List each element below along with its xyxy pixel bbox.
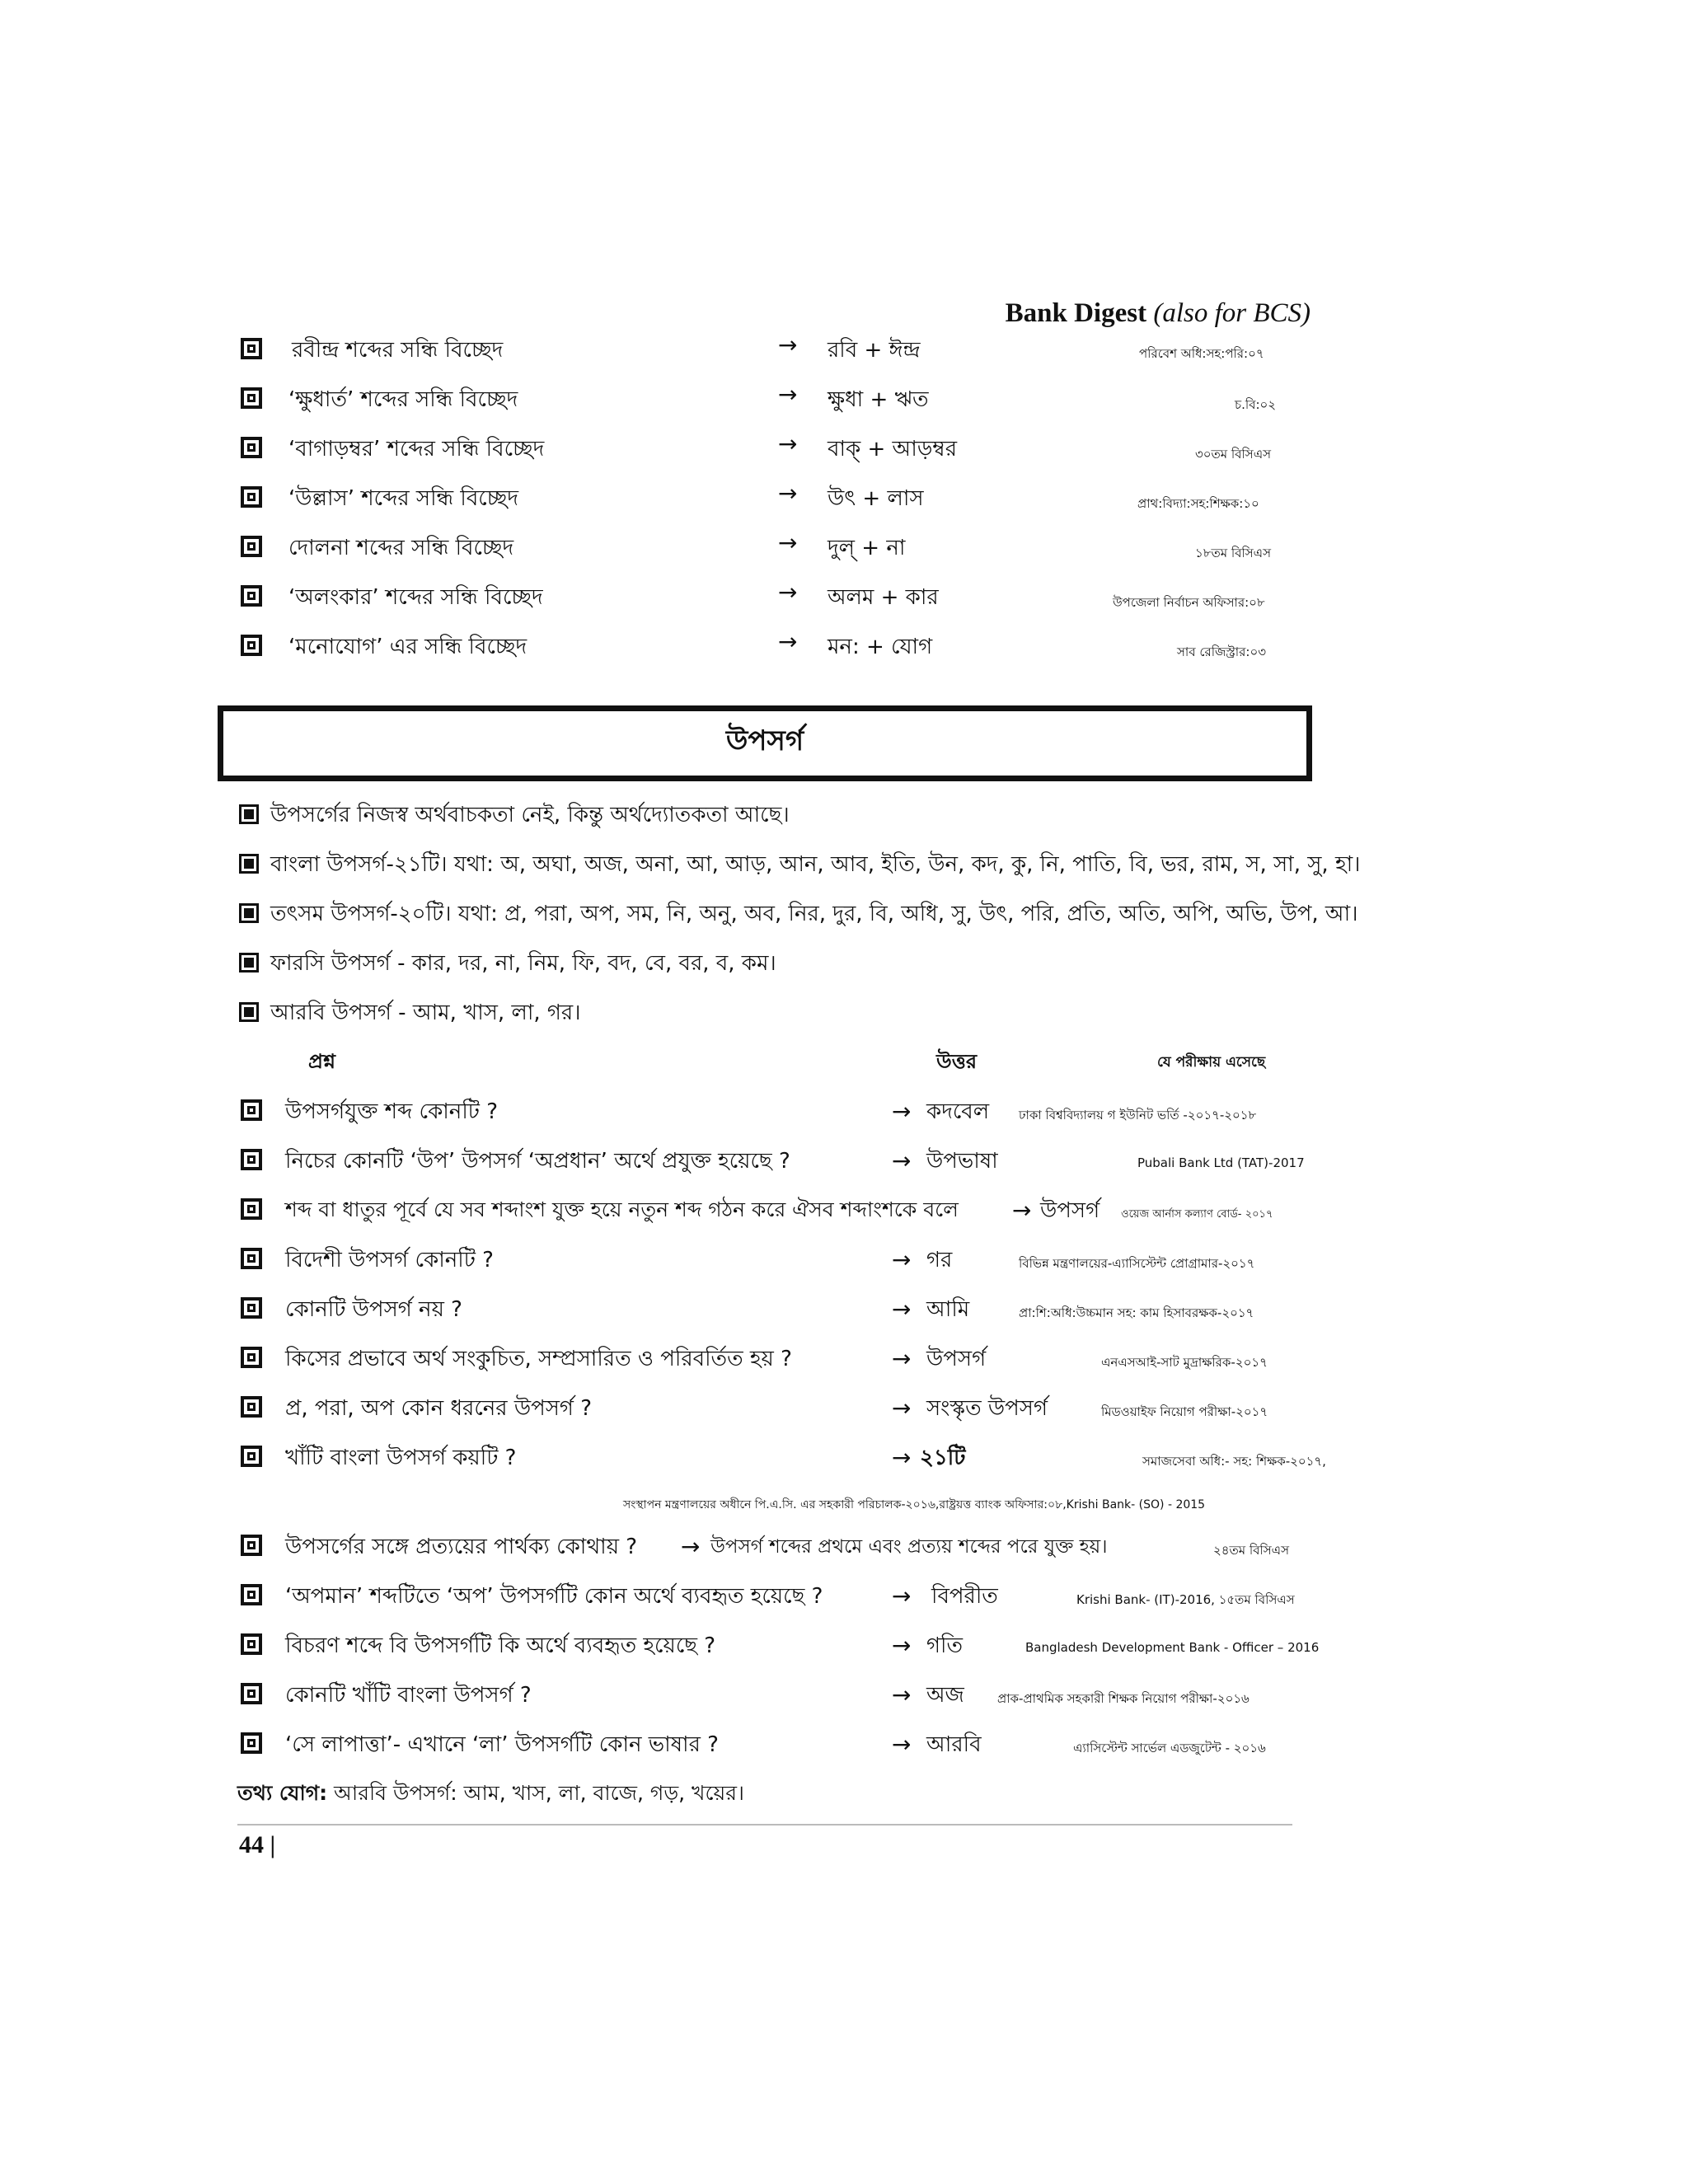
arrow-right-icon: → [892,1681,912,1708]
page-number: 44 | [239,1831,276,1858]
answer-text: বিপরীত [931,1584,998,1609]
question-text: শব্দ বা ধাতুর পূর্বে যে সব শব্দাংশ যুক্ত হয়ে নতুন শব্দ গঠন করে ঐসব শব্দাংশকে বলে [285,1197,959,1221]
info-text: আরবি উপসর্গ: আম, খাস, লা, বাজে, গড়, খয়ের। [327,1781,744,1805]
arrow-right-icon: → [778,430,798,457]
arrow-right-icon: → [778,628,798,655]
checkbox-square-icon [241,338,262,359]
question-text: ‘সে লাপাত্তা’- এখানে ‘লা’ উপসর্গটি কোন ভাষার ? [285,1732,719,1757]
extra-source-line: সংস্থাপন মন্ত্রণালয়ের অধীনে পি.এ.সি. এর সহকারী পরিচালক-২০১৬,রাষ্ট্রয়ত্ত ব্যাংক অফিসার:০৮,Krishi Bank- (SO) - 2015 [623,1498,1206,1511]
sandhi-question: রবীন্দ্র শব্দের সন্ধি বিচ্ছেদ [292,338,504,363]
info-label: তথ্য যোগ: [237,1781,328,1805]
answer-text: গতি [926,1633,963,1658]
arrow-right-icon: → [892,1345,912,1372]
answer-text: আমি [926,1297,970,1322]
fact-text: আরবি উপসর্গ - আম, খাস, লা, গর। [270,1001,581,1025]
arrow-right-icon: → [892,1098,912,1125]
running-header [1006,298,1311,329]
sandhi-question: ‘মনোযোগ’ এর সন্ধি বিচ্ছেদ [288,635,528,659]
sandhi-source: পরিবেশ অধি:সহ:পরি:০৭ [1139,346,1264,361]
answer-text: উপসর্গ [926,1347,987,1371]
checkbox-square-icon [241,1446,262,1467]
answer-column-header: উত্তর [936,1050,978,1073]
source-text: ২৪তম বিসিএস [1213,1543,1289,1558]
fact-text: উপসর্গের নিজস্ব অর্থবাচকতা নেই, কিন্তু অর্থদ্যোতকতা আছে। [270,803,790,827]
arrow-right-icon: → [778,331,798,359]
checkbox-square-icon [241,387,262,409]
sandhi-source: প্রাথ:বিদ্যা:সহ:শিক্ষক:১০ [1137,496,1259,511]
fact-text: তৎসম উপসর্গ-২০টি। যথা: প্র, পরা, অপ, সম, নি, অনু, অব, নির, দুর, বি, অধি, সু, উৎ, পরি, প্রতি, অতি, অপি, অভি, উপ, আ। [270,902,1358,926]
arrow-right-icon: → [892,1296,912,1323]
checkbox-square-icon [241,1535,262,1556]
question-column-header: প্রশ্ন [308,1050,336,1073]
arrow-right-icon: → [681,1533,701,1560]
arrow-right-icon: → [778,579,798,606]
fact-text: ফারসি উপসর্গ - কার, দর, না, নিম, ফি, বদ, বে, বর, ব, কম। [270,951,776,976]
checkbox-square-icon [241,1732,262,1754]
sandhi-answer: উৎ + লাস [828,486,924,511]
source-text: এনএসআই-সাট মুদ্রাক্ষরিক-২০১৭ [1101,1355,1268,1370]
fact-text: বাংলা উপসর্গ-২১টি। যথা: অ, অঘা, অজ, অনা, আ, আড়, আন, আব, ইতি, উন, কদ, কু, নি, পাতি, বি, ভর, রাম, স, সা, সু, হা। [270,852,1361,877]
answer-text: আরবি [926,1732,982,1757]
checkbox-square-icon [241,1683,262,1704]
sandhi-source: উপজেলা নির্বাচন অফিসার:০৮ [1113,595,1265,610]
arrow-right-icon: → [1012,1197,1032,1224]
sandhi-question: দোলনা শব্দের সন্ধি বিচ্ছেদ [288,536,514,560]
source-text: Krishi Bank- (IT)-2016, ১৫তম বিসিএস [1076,1592,1295,1607]
arrow-right-icon: → [892,1731,912,1758]
checkbox-square-icon [241,585,262,607]
arrow-right-icon: → [892,1246,912,1273]
source-column-header: যে পরীক্ষায় এসেছে [1157,1054,1266,1071]
answer-text: ২১টি [920,1446,966,1470]
answer-text: অজ [926,1683,964,1708]
sandhi-question: ‘ক্ষুধার্ত’ শব্দের সন্ধি বিচ্ছেদ [288,387,518,412]
header-also-for: (also for BCS) [1153,298,1311,328]
filled-square-icon [239,804,259,824]
source-text: মিডওয়াইফ নিয়োগ পরীক্ষা-২০১৭ [1101,1404,1268,1419]
question-text: নিচের কোনটি ‘উপ’ উপসর্গ ‘অপ্রধান’ অর্থে প্রযুক্ত হয়েছে ? [285,1149,790,1174]
checkbox-square-icon [241,437,262,458]
sandhi-source: ১৮তম বিসিএস [1195,546,1271,560]
checkbox-square-icon [241,1099,262,1121]
checkbox-square-icon [241,1198,262,1220]
section-title-box [218,705,1312,781]
sandhi-question: ‘উল্লাস’ শব্দের সন্ধি বিচ্ছেদ [288,486,519,511]
question-text: কোনটি উপসর্গ নয় ? [285,1297,462,1322]
checkbox-square-icon [241,1584,262,1605]
header-brand: Bank Digest [1005,298,1147,328]
question-text: বিদেশী উপসর্গ কোনটি ? [285,1248,494,1272]
source-text: ঢাকা বিশ্ববিদ্যালয় গ ইউনিট ভর্তি -২০১৭-২০১৮ [1019,1108,1257,1122]
info-line [237,1777,744,1812]
sandhi-answer: অলম + কার [828,585,939,610]
filled-square-icon [239,953,259,972]
source-text: এ্যাসিস্টেন্ট সার্ভেল এডজুটেন্ট - ২০১৬ [1073,1741,1266,1755]
answer-text: উপসর্গ [1040,1198,1100,1223]
sandhi-source: সাব রেজিস্ট্রার:০৩ [1177,644,1266,659]
answer-text: গর [926,1248,953,1272]
answer-text: উপভাষা [926,1149,998,1174]
arrow-right-icon: → [892,1582,912,1610]
question-text: উপসর্গযুক্ত শব্দ কোনটি ? [285,1099,498,1124]
section-title: উপসর্গ [725,724,804,757]
source-text: প্রা:শি:অধি:উচ্চমান সহ: কাম হিসাবরক্ষক-২০১৭ [1019,1305,1254,1320]
sandhi-question: ‘বাগাড়ম্বর’ শব্দের সন্ধি বিচ্ছেদ [288,437,545,462]
arrow-right-icon: → [892,1394,912,1422]
sandhi-answer: মন: + যোগ [828,635,933,659]
source-text: সমাজসেবা অধি:- সহ: শিক্ষক-২০১৭, [1142,1454,1326,1469]
sandhi-answer: রবি + ঈন্দ্র [828,338,921,363]
source-text: বিভিন্ন মন্ত্রণালয়ের-এ্যাসিস্টেন্ট প্রোগ্রামার-২০১৭ [1019,1256,1255,1271]
filled-square-icon [239,1002,259,1022]
checkbox-square-icon [241,1396,262,1418]
arrow-right-icon: → [892,1147,912,1174]
checkbox-square-icon [241,1248,262,1269]
filled-square-icon [239,854,259,874]
question-text: কিসের প্রভাবে অর্থ সংকুচিত, সম্প্রসারিত ও পরিবর্তিত হয় ? [285,1347,792,1371]
checkbox-square-icon [241,1149,262,1170]
arrow-right-icon: → [892,1632,912,1659]
checkbox-square-icon [241,1297,262,1319]
answer-text: সংস্কৃত উপসর্গ [926,1396,1048,1421]
sandhi-answer: দুল্ + না [828,536,906,560]
arrow-right-icon: → [778,381,798,408]
arrow-right-icon: → [778,529,798,556]
answer-text: কদবেল [926,1099,990,1124]
sandhi-answer: ক্ষুধা + ঋত [828,387,929,412]
sandhi-source: ৩০তম বিসিএস [1195,447,1272,462]
checkbox-square-icon [241,1633,262,1655]
answer-text: উপসর্গ শব্দের প্রথমে এবং প্রত্যয় শব্দের পরে যুক্ত হয়। [710,1536,1108,1558]
filled-square-icon [239,903,259,923]
question-text: খাঁটি বাংলা উপসর্গ কয়টি ? [285,1446,517,1470]
sandhi-answer: বাক্ + আড়ম্বর [828,437,958,462]
question-text: ‘অপমান’ শব্দটিতে ‘অপ’ উপসর্গটি কোন অর্থে ব্যবহৃত হয়েছে ? [285,1584,823,1609]
checkbox-square-icon [241,486,262,508]
checkbox-square-icon [241,635,262,656]
question-text: প্র, পরা, অপ কোন ধরনের উপসর্গ ? [285,1396,593,1421]
source-text: ওয়েজ আর্নাস কল্যাণ বোর্ড- ২০১৭ [1121,1208,1273,1221]
footer-divider [237,1824,1292,1825]
sandhi-source: চ.বি:০২ [1235,397,1277,412]
source-text: Bangladesh Development Bank - Officer – 2016 [1025,1640,1320,1655]
arrow-right-icon: → [778,480,798,507]
sandhi-question: ‘অলংকার’ শব্দের সন্ধি বিচ্ছেদ [288,585,543,610]
question-text: বিচরণ শব্দে বি উপসর্গটি কি অর্থে ব্যবহৃত হয়েছে ? [285,1633,716,1658]
arrow-right-icon: → [892,1444,912,1471]
source-text: প্রাক-প্রাথমিক সহকারী শিক্ষক নিয়োগ পরীক্ষা-২০১৬ [997,1691,1250,1706]
question-text: কোনটি খাঁটি বাংলা উপসর্গ ? [285,1683,532,1708]
checkbox-square-icon [241,1347,262,1368]
source-text: Pubali Bank Ltd (TAT)-2017 [1137,1155,1305,1170]
question-text: উপসর্গের সঙ্গে প্রত্যয়ের পার্থক্য কোথায় ? [285,1535,638,1559]
checkbox-square-icon [241,536,262,557]
